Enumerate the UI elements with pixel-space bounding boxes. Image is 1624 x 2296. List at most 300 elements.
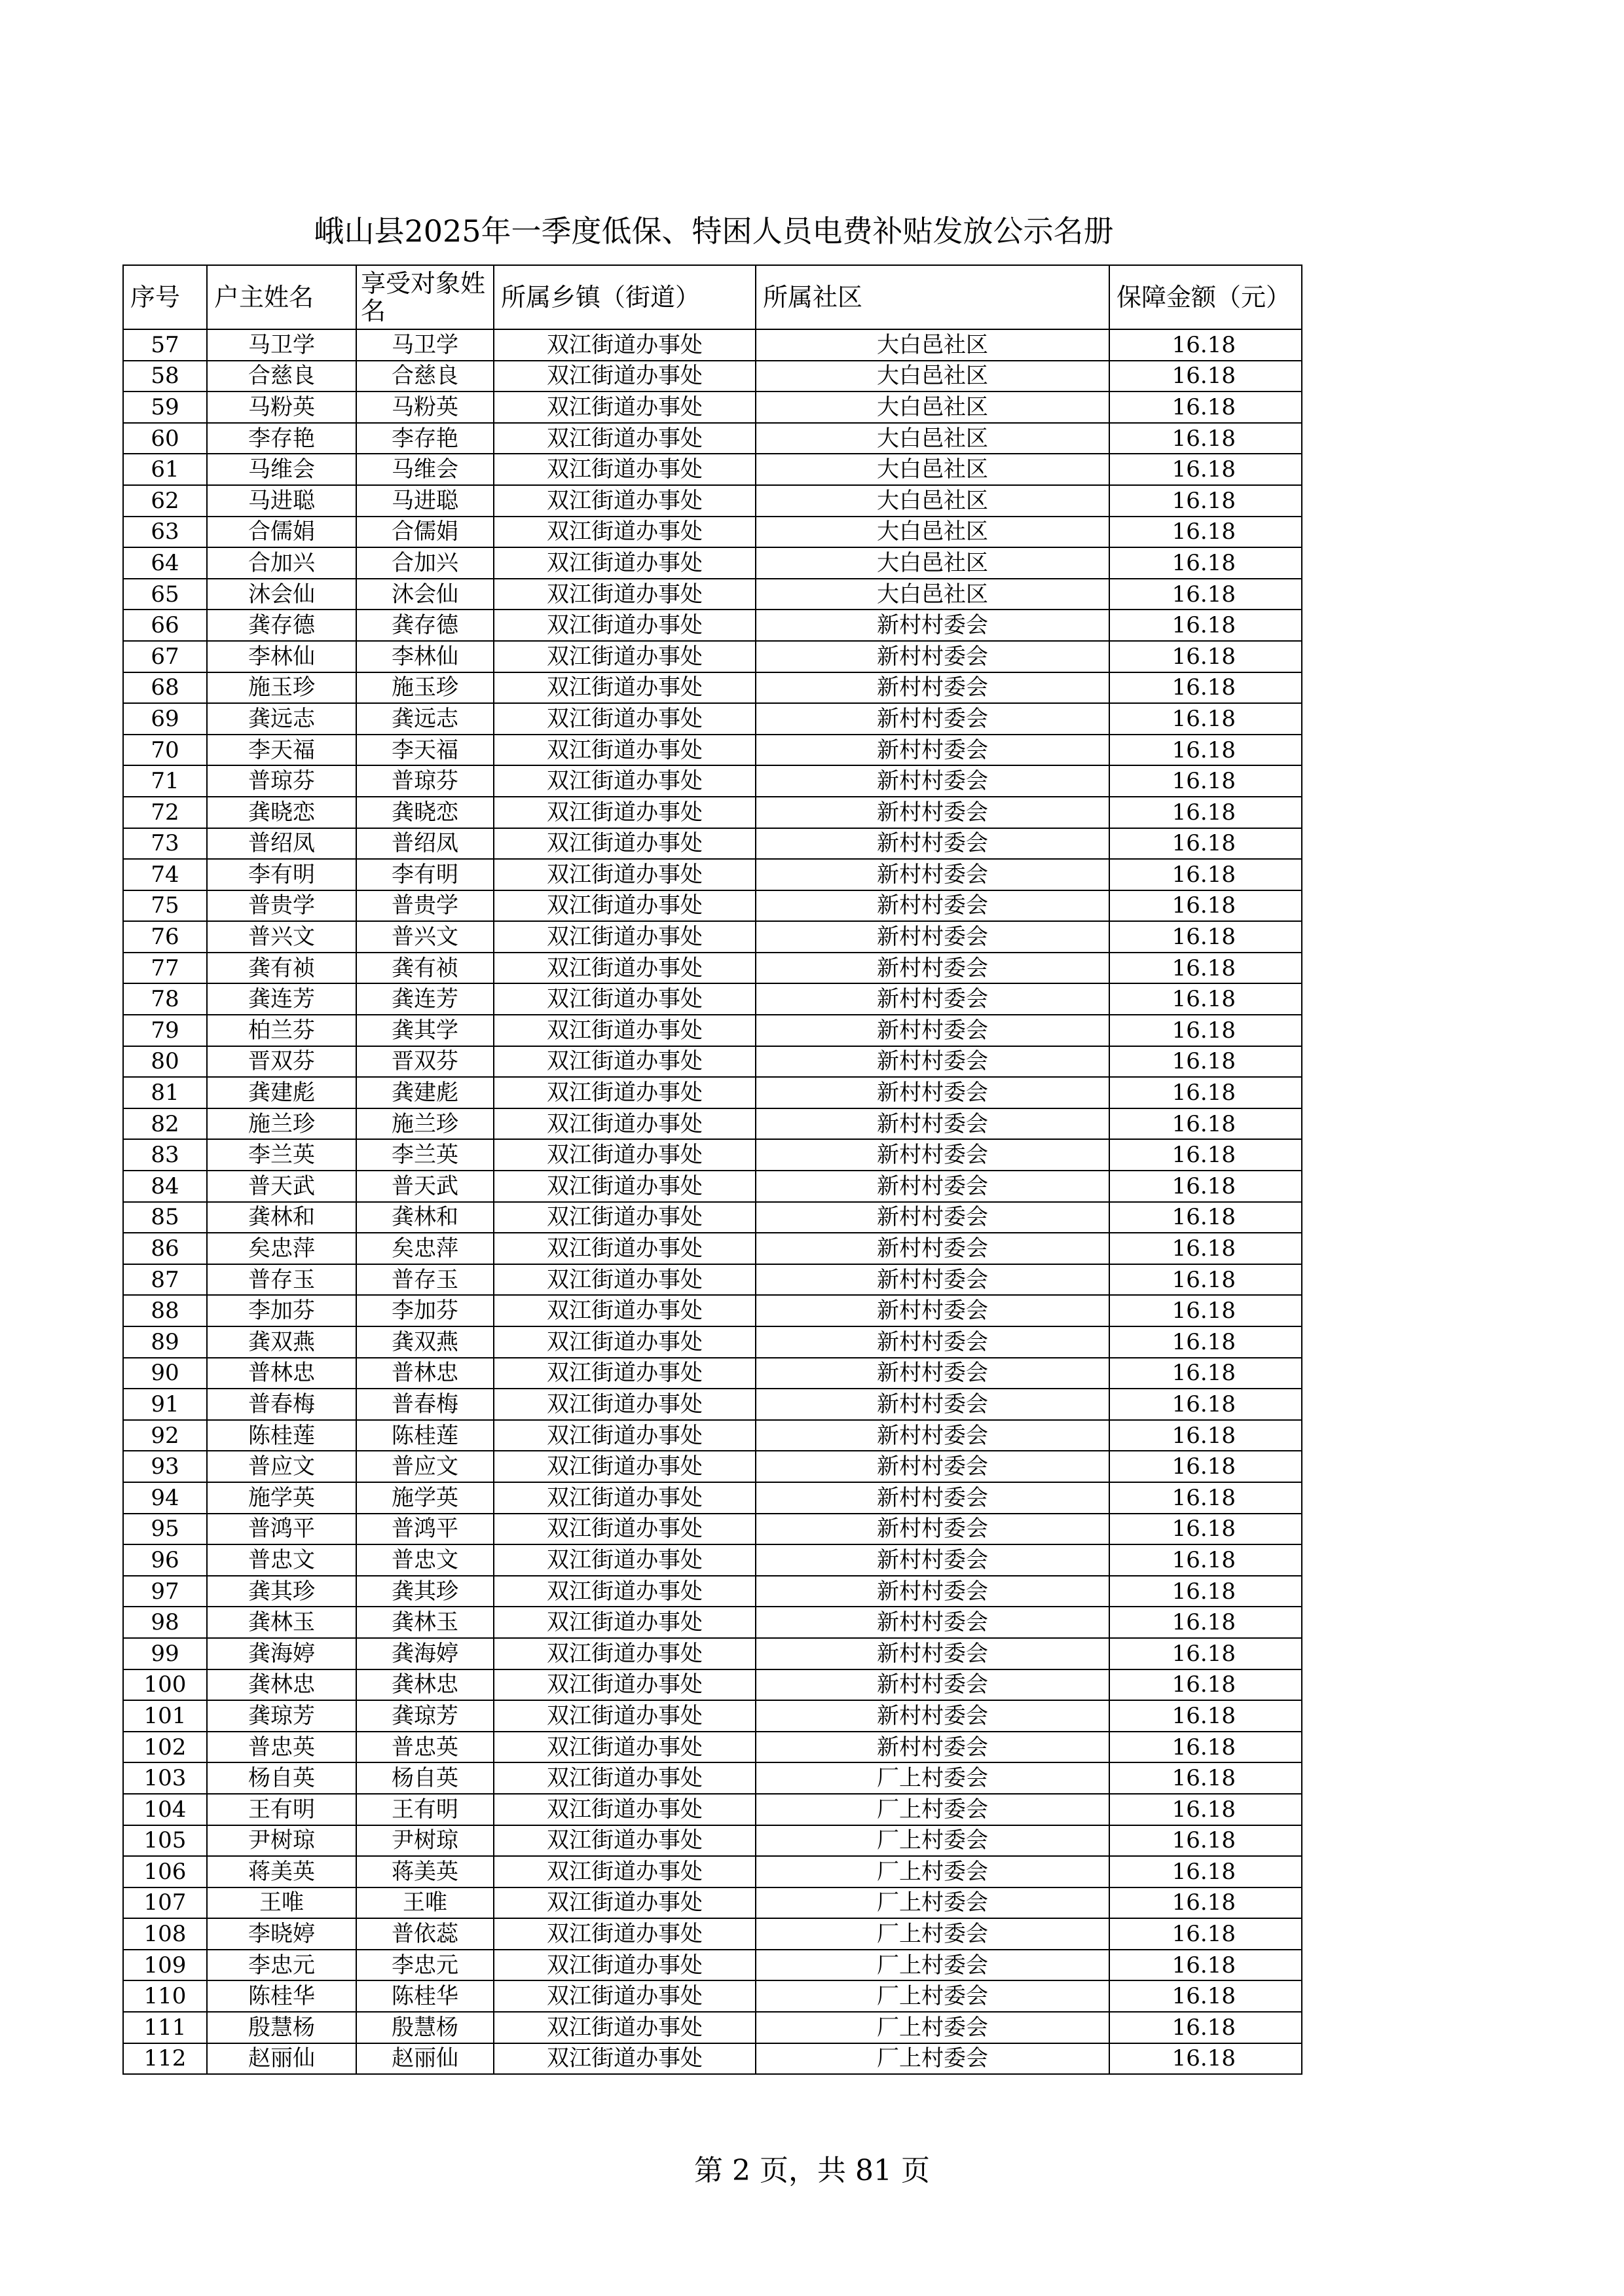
household-head-cell: 柏兰芬 [207, 1015, 356, 1046]
community-cell: 新村村委会 [756, 1046, 1109, 1078]
household-head-cell: 普存玉 [207, 1264, 356, 1296]
table-row [123, 1358, 1302, 1389]
table-row [123, 1825, 1302, 1857]
household-head-cell: 普春梅 [207, 1389, 356, 1420]
table-row [123, 765, 1302, 797]
community-cell: 新村村委会 [756, 828, 1109, 860]
community-cell: 厂上村委会 [756, 1794, 1109, 1825]
serial-cell: 82 [123, 1108, 207, 1140]
household-head-cell: 马维会 [207, 454, 356, 485]
beneficiary-cell: 龚林和 [356, 1202, 494, 1233]
household-head-cell: 马进聪 [207, 485, 356, 517]
household-head-cell: 龚其珍 [207, 1576, 356, 1607]
amount-cell: 16.18 [1109, 1295, 1302, 1326]
household-head-cell: 尹树琼 [207, 1825, 356, 1857]
township-cell: 双江街道办事处 [494, 485, 756, 517]
serial-cell: 90 [123, 1358, 207, 1389]
beneficiary-cell: 普春梅 [356, 1389, 494, 1420]
community-cell: 新村村委会 [756, 1077, 1109, 1108]
table-row [123, 1233, 1302, 1264]
beneficiary-cell: 施学英 [356, 1482, 494, 1514]
serial-cell: 70 [123, 735, 207, 766]
serial-cell: 80 [123, 1046, 207, 1078]
household-head-cell: 合儒娟 [207, 517, 356, 548]
community-cell: 新村村委会 [756, 1700, 1109, 1732]
amount-cell: 16.18 [1109, 1420, 1302, 1451]
amount-cell: 16.18 [1109, 1171, 1302, 1202]
amount-cell: 16.18 [1109, 1046, 1302, 1078]
township-cell: 双江街道办事处 [494, 423, 756, 454]
township-cell: 双江街道办事处 [494, 1233, 756, 1264]
beneficiary-cell: 李存艳 [356, 423, 494, 454]
township-cell: 双江街道办事处 [494, 1358, 756, 1389]
township-cell: 双江街道办事处 [494, 983, 756, 1015]
serial-cell: 64 [123, 547, 207, 579]
table-row [123, 1202, 1302, 1233]
household-head-cell: 普鸿平 [207, 1514, 356, 1545]
township-cell: 双江街道办事处 [494, 610, 756, 641]
table-row [123, 1514, 1302, 1545]
township-cell: 双江街道办事处 [494, 1638, 756, 1669]
table-row [123, 1576, 1302, 1607]
beneficiary-cell: 李林仙 [356, 641, 494, 672]
household-head-cell: 李忠元 [207, 1950, 356, 1981]
amount-cell: 16.18 [1109, 1077, 1302, 1108]
serial-cell: 87 [123, 1264, 207, 1296]
household-head-cell: 龚双燕 [207, 1326, 356, 1358]
amount-cell: 16.18 [1109, 1950, 1302, 1981]
township-cell: 双江街道办事处 [494, 1732, 756, 1763]
community-cell: 新村村委会 [756, 1295, 1109, 1326]
township-cell: 双江街道办事处 [494, 641, 756, 672]
header-beneficiary: 享受对象姓名 [356, 265, 494, 329]
community-cell: 新村村委会 [756, 1514, 1109, 1545]
table-row [123, 517, 1302, 548]
beneficiary-cell: 普贵学 [356, 890, 494, 922]
amount-cell: 16.18 [1109, 1856, 1302, 1887]
amount-cell: 16.18 [1109, 1326, 1302, 1358]
community-cell: 新村村委会 [756, 1732, 1109, 1763]
serial-cell: 104 [123, 1794, 207, 1825]
serial-cell: 66 [123, 610, 207, 641]
table-row [123, 1980, 1302, 2012]
roster-table [122, 264, 1302, 2075]
serial-cell: 88 [123, 1295, 207, 1326]
table-row [123, 392, 1302, 423]
table-row [123, 641, 1302, 672]
amount-cell: 16.18 [1109, 1233, 1302, 1264]
table-row [123, 329, 1302, 361]
amount-cell: 16.18 [1109, 1825, 1302, 1857]
table-row [123, 1451, 1302, 1482]
table-row [123, 1762, 1302, 1794]
table-row [123, 1295, 1302, 1326]
community-cell: 新村村委会 [756, 735, 1109, 766]
household-head-cell: 普忠英 [207, 1732, 356, 1763]
amount-cell: 16.18 [1109, 2012, 1302, 2043]
township-cell: 双江街道办事处 [494, 1264, 756, 1296]
household-head-cell: 施兰珍 [207, 1108, 356, 1140]
township-cell: 双江街道办事处 [494, 1762, 756, 1794]
community-cell: 大白邑社区 [756, 547, 1109, 579]
community-cell: 新村村委会 [756, 1482, 1109, 1514]
amount-cell: 16.18 [1109, 1700, 1302, 1732]
community-cell: 新村村委会 [756, 983, 1109, 1015]
household-head-cell: 王有明 [207, 1794, 356, 1825]
community-cell: 新村村委会 [756, 703, 1109, 735]
amount-cell: 16.18 [1109, 765, 1302, 797]
community-cell: 新村村委会 [756, 953, 1109, 984]
beneficiary-cell: 普天武 [356, 1171, 494, 1202]
township-cell: 双江街道办事处 [494, 1825, 756, 1857]
serial-cell: 107 [123, 1887, 207, 1919]
amount-cell: 16.18 [1109, 735, 1302, 766]
beneficiary-cell: 普绍凤 [356, 828, 494, 860]
beneficiary-cell: 龚双燕 [356, 1326, 494, 1358]
serial-cell: 72 [123, 797, 207, 828]
household-head-cell: 马卫学 [207, 329, 356, 361]
community-cell: 大白邑社区 [756, 579, 1109, 610]
community-cell: 新村村委会 [756, 1544, 1109, 1576]
community-cell: 新村村委会 [756, 1108, 1109, 1140]
household-head-cell: 陈桂莲 [207, 1420, 356, 1451]
serial-cell: 62 [123, 485, 207, 517]
township-cell: 双江街道办事处 [494, 921, 756, 953]
beneficiary-cell: 龚晓恋 [356, 797, 494, 828]
beneficiary-cell: 施玉珍 [356, 672, 494, 704]
serial-cell: 93 [123, 1451, 207, 1482]
serial-cell: 74 [123, 859, 207, 890]
township-cell: 双江街道办事处 [494, 579, 756, 610]
table-row [123, 983, 1302, 1015]
amount-cell: 16.18 [1109, 953, 1302, 984]
household-head-cell: 蒋美英 [207, 1856, 356, 1887]
household-head-cell: 龚远志 [207, 703, 356, 735]
community-cell: 新村村委会 [756, 1607, 1109, 1638]
table-row [123, 1171, 1302, 1202]
beneficiary-cell: 陈桂莲 [356, 1420, 494, 1451]
community-cell: 大白邑社区 [756, 454, 1109, 485]
serial-cell: 101 [123, 1700, 207, 1732]
township-cell: 双江街道办事处 [494, 392, 756, 423]
amount-cell: 16.18 [1109, 579, 1302, 610]
table-row [123, 1607, 1302, 1638]
township-cell: 双江街道办事处 [494, 1887, 756, 1919]
beneficiary-cell: 龚远志 [356, 703, 494, 735]
table-row [123, 1732, 1302, 1763]
household-head-cell: 龚林和 [207, 1202, 356, 1233]
community-cell: 新村村委会 [756, 1669, 1109, 1701]
serial-cell: 98 [123, 1607, 207, 1638]
beneficiary-cell: 殷慧杨 [356, 2012, 494, 2043]
household-head-cell: 龚琼芳 [207, 1700, 356, 1732]
household-head-cell: 李存艳 [207, 423, 356, 454]
beneficiary-cell: 普鸿平 [356, 1514, 494, 1545]
household-head-cell: 李天福 [207, 735, 356, 766]
beneficiary-cell: 李有明 [356, 859, 494, 890]
amount-cell: 16.18 [1109, 828, 1302, 860]
amount-cell: 16.18 [1109, 1887, 1302, 1919]
header-township: 所属乡镇（街道） [494, 265, 756, 329]
township-cell: 双江街道办事处 [494, 1607, 756, 1638]
household-head-cell: 龚林忠 [207, 1669, 356, 1701]
community-cell: 新村村委会 [756, 859, 1109, 890]
community-cell: 新村村委会 [756, 797, 1109, 828]
household-head-cell: 龚连芳 [207, 983, 356, 1015]
beneficiary-cell: 李加芬 [356, 1295, 494, 1326]
amount-cell: 16.18 [1109, 1544, 1302, 1576]
beneficiary-cell: 马粉英 [356, 392, 494, 423]
beneficiary-cell: 李天福 [356, 735, 494, 766]
household-head-cell: 龚海婷 [207, 1638, 356, 1669]
township-cell: 双江街道办事处 [494, 1077, 756, 1108]
household-head-cell: 赵丽仙 [207, 2043, 356, 2075]
beneficiary-cell: 龚建彪 [356, 1077, 494, 1108]
beneficiary-cell: 矣忠萍 [356, 1233, 494, 1264]
beneficiary-cell: 龚海婷 [356, 1638, 494, 1669]
household-head-cell: 施学英 [207, 1482, 356, 1514]
header-household-head: 户主姓名 [207, 265, 356, 329]
serial-cell: 102 [123, 1732, 207, 1763]
amount-cell: 16.18 [1109, 1576, 1302, 1607]
beneficiary-cell: 陈桂华 [356, 1980, 494, 2012]
amount-cell: 16.18 [1109, 329, 1302, 361]
serial-cell: 75 [123, 890, 207, 922]
community-cell: 大白邑社区 [756, 329, 1109, 361]
household-head-cell: 龚晓恋 [207, 797, 356, 828]
community-cell: 厂上村委会 [756, 1825, 1109, 1857]
table-row [123, 1389, 1302, 1420]
table-row [123, 953, 1302, 984]
township-cell: 双江街道办事处 [494, 1482, 756, 1514]
household-head-cell: 李晓婷 [207, 1918, 356, 1950]
community-cell: 大白邑社区 [756, 423, 1109, 454]
beneficiary-cell: 普存玉 [356, 1264, 494, 1296]
community-cell: 厂上村委会 [756, 2043, 1109, 2075]
community-cell: 大白邑社区 [756, 517, 1109, 548]
amount-cell: 16.18 [1109, 859, 1302, 890]
amount-cell: 16.18 [1109, 703, 1302, 735]
community-cell: 厂上村委会 [756, 1918, 1109, 1950]
table-row [123, 2012, 1302, 2043]
table-row [123, 1700, 1302, 1732]
table-row [123, 1794, 1302, 1825]
household-head-cell: 李加芬 [207, 1295, 356, 1326]
community-cell: 新村村委会 [756, 1420, 1109, 1451]
serial-cell: 100 [123, 1669, 207, 1701]
household-head-cell: 殷慧杨 [207, 2012, 356, 2043]
community-cell: 大白邑社区 [756, 392, 1109, 423]
beneficiary-cell: 杨自英 [356, 1762, 494, 1794]
township-cell: 双江街道办事处 [494, 454, 756, 485]
amount-cell: 16.18 [1109, 890, 1302, 922]
community-cell: 新村村委会 [756, 610, 1109, 641]
beneficiary-cell: 马进聪 [356, 485, 494, 517]
community-cell: 新村村委会 [756, 921, 1109, 953]
household-head-cell: 马粉英 [207, 392, 356, 423]
township-cell: 双江街道办事处 [494, 672, 756, 704]
amount-cell: 16.18 [1109, 1264, 1302, 1296]
serial-cell: 92 [123, 1420, 207, 1451]
amount-cell: 16.18 [1109, 1607, 1302, 1638]
table-row [123, 1264, 1302, 1296]
serial-cell: 96 [123, 1544, 207, 1576]
township-cell: 双江街道办事处 [494, 2043, 756, 2075]
community-cell: 新村村委会 [756, 890, 1109, 922]
amount-cell: 16.18 [1109, 1139, 1302, 1171]
beneficiary-cell: 普应文 [356, 1451, 494, 1482]
table-row [123, 1046, 1302, 1078]
township-cell: 双江街道办事处 [494, 797, 756, 828]
serial-cell: 57 [123, 329, 207, 361]
township-cell: 双江街道办事处 [494, 1108, 756, 1140]
community-cell: 新村村委会 [756, 765, 1109, 797]
beneficiary-cell: 龚其珍 [356, 1576, 494, 1607]
community-cell: 新村村委会 [756, 1638, 1109, 1669]
township-cell: 双江街道办事处 [494, 1420, 756, 1451]
beneficiary-cell: 龚林玉 [356, 1607, 494, 1638]
serial-cell: 59 [123, 392, 207, 423]
township-cell: 双江街道办事处 [494, 1202, 756, 1233]
community-cell: 新村村委会 [756, 1358, 1109, 1389]
beneficiary-cell: 合加兴 [356, 547, 494, 579]
township-cell: 双江街道办事处 [494, 890, 756, 922]
serial-cell: 61 [123, 454, 207, 485]
amount-cell: 16.18 [1109, 1358, 1302, 1389]
beneficiary-cell: 尹树琼 [356, 1825, 494, 1857]
page-footer: 第 2 页，共 81 页 [694, 2154, 930, 2187]
amount-cell: 16.18 [1109, 485, 1302, 517]
amount-cell: 16.18 [1109, 1732, 1302, 1763]
table-row [123, 610, 1302, 641]
table-row [123, 921, 1302, 953]
township-cell: 双江街道办事处 [494, 1700, 756, 1732]
amount-cell: 16.18 [1109, 1482, 1302, 1514]
amount-cell: 16.18 [1109, 1638, 1302, 1669]
household-head-cell: 龚林玉 [207, 1607, 356, 1638]
household-head-cell: 龚建彪 [207, 1077, 356, 1108]
beneficiary-cell: 赵丽仙 [356, 2043, 494, 2075]
table-row [123, 797, 1302, 828]
household-head-cell: 李林仙 [207, 641, 356, 672]
township-cell: 双江街道办事处 [494, 1794, 756, 1825]
amount-cell: 16.18 [1109, 1451, 1302, 1482]
serial-cell: 108 [123, 1918, 207, 1950]
township-cell: 双江街道办事处 [494, 1856, 756, 1887]
community-cell: 新村村委会 [756, 1451, 1109, 1482]
household-head-cell: 龚存德 [207, 610, 356, 641]
township-cell: 双江街道办事处 [494, 1514, 756, 1545]
beneficiary-cell: 沐会仙 [356, 579, 494, 610]
township-cell: 双江街道办事处 [494, 1389, 756, 1420]
household-head-cell: 普琼芬 [207, 765, 356, 797]
household-head-cell: 普贵学 [207, 890, 356, 922]
beneficiary-cell: 龚连芳 [356, 983, 494, 1015]
amount-cell: 16.18 [1109, 423, 1302, 454]
beneficiary-cell: 合儒娟 [356, 517, 494, 548]
beneficiary-cell: 龚琼芳 [356, 1700, 494, 1732]
table-row [123, 828, 1302, 860]
serial-cell: 67 [123, 641, 207, 672]
table-row [123, 579, 1302, 610]
township-cell: 双江街道办事处 [494, 1918, 756, 1950]
serial-cell: 91 [123, 1389, 207, 1420]
household-head-cell: 王唯 [207, 1887, 356, 1919]
amount-cell: 16.18 [1109, 454, 1302, 485]
amount-cell: 16.18 [1109, 392, 1302, 423]
serial-cell: 99 [123, 1638, 207, 1669]
township-cell: 双江街道办事处 [494, 1576, 756, 1607]
table-row [123, 1887, 1302, 1919]
serial-cell: 79 [123, 1015, 207, 1046]
serial-cell: 94 [123, 1482, 207, 1514]
table-row [123, 859, 1302, 890]
serial-cell: 78 [123, 983, 207, 1015]
community-cell: 厂上村委会 [756, 1762, 1109, 1794]
amount-cell: 16.18 [1109, 921, 1302, 953]
amount-cell: 16.18 [1109, 797, 1302, 828]
serial-cell: 106 [123, 1856, 207, 1887]
table-row [123, 672, 1302, 704]
township-cell: 双江街道办事处 [494, 1980, 756, 2012]
amount-cell: 16.18 [1109, 1762, 1302, 1794]
amount-cell: 16.18 [1109, 1108, 1302, 1140]
beneficiary-cell: 王唯 [356, 1887, 494, 1919]
table-row [123, 1638, 1302, 1669]
amount-cell: 16.18 [1109, 2043, 1302, 2075]
township-cell: 双江街道办事处 [494, 1015, 756, 1046]
community-cell: 新村村委会 [756, 1015, 1109, 1046]
township-cell: 双江街道办事处 [494, 361, 756, 392]
table-row [123, 1918, 1302, 1950]
amount-cell: 16.18 [1109, 1202, 1302, 1233]
table-row [123, 1482, 1302, 1514]
serial-cell: 69 [123, 703, 207, 735]
serial-cell: 81 [123, 1077, 207, 1108]
amount-cell: 16.18 [1109, 547, 1302, 579]
beneficiary-cell: 王有明 [356, 1794, 494, 1825]
amount-cell: 16.18 [1109, 1669, 1302, 1701]
amount-cell: 16.18 [1109, 610, 1302, 641]
table-row [123, 547, 1302, 579]
beneficiary-cell: 龚其学 [356, 1015, 494, 1046]
amount-cell: 16.18 [1109, 1015, 1302, 1046]
serial-cell: 65 [123, 579, 207, 610]
community-cell: 新村村委会 [756, 672, 1109, 704]
community-cell: 厂上村委会 [756, 1856, 1109, 1887]
community-cell: 大白邑社区 [756, 485, 1109, 517]
beneficiary-cell: 施兰珍 [356, 1108, 494, 1140]
household-head-cell: 龚有祯 [207, 953, 356, 984]
community-cell: 新村村委会 [756, 1264, 1109, 1296]
household-head-cell: 普兴文 [207, 921, 356, 953]
community-cell: 厂上村委会 [756, 1980, 1109, 2012]
serial-cell: 89 [123, 1326, 207, 1358]
township-cell: 双江街道办事处 [494, 1950, 756, 1981]
table-row [123, 1139, 1302, 1171]
table-row [123, 735, 1302, 766]
amount-cell: 16.18 [1109, 983, 1302, 1015]
serial-cell: 71 [123, 765, 207, 797]
serial-cell: 112 [123, 2043, 207, 2075]
amount-cell: 16.18 [1109, 672, 1302, 704]
beneficiary-cell: 李忠元 [356, 1950, 494, 1981]
beneficiary-cell: 龚有祯 [356, 953, 494, 984]
township-cell: 双江街道办事处 [494, 1451, 756, 1482]
township-cell: 双江街道办事处 [494, 1171, 756, 1202]
header-amount: 保障金额（元） [1109, 265, 1302, 329]
serial-cell: 110 [123, 1980, 207, 2012]
